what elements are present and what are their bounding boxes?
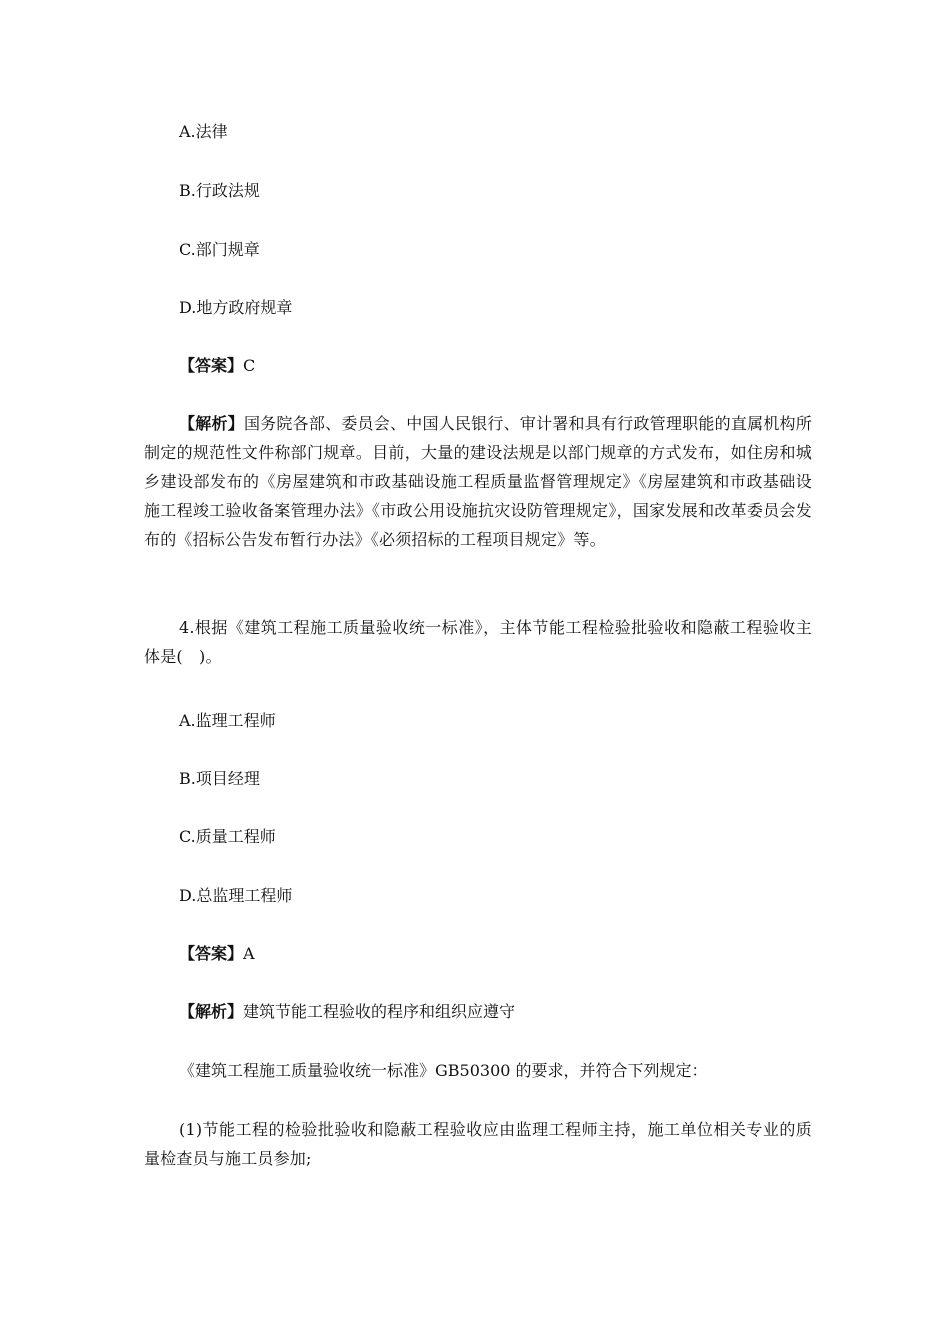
q4-question: 4.根据《建筑工程施工质量验收统一标准》，主体节能工程检验批验收和隐蔽工程验收主体是( )。 — [144, 618, 812, 666]
q3-analysis-text: 国务院各部、委员会、中国人民银行、审计署和具有行政管理职能的直属机构所制定的规范性文件称部门规章。目前，大量的建设法规是以部门规章的方式发布，如住房和城乡建设部发布的《房屋建筑和市政基础设施工程质量监督管理规定》《房屋建筑和市政基础设施工程竣工验收备案管理办法》《市政公用设施抗灾设防管理规定》，国家发展和改革委员会发布的《招标公告发布暂行办法》《必须招标的工程项目规定》等。 — [144, 414, 812, 549]
q3-answer-value: C — [243, 356, 256, 375]
q3-option-c: C.部门规章 — [179, 240, 260, 259]
q3-option-d: D.地方政府规章 — [179, 298, 293, 317]
q4-option-a: A.监理工程师 — [179, 711, 276, 730]
q4-option-b: B.项目经理 — [179, 769, 260, 788]
q3-option-b: B.行政法规 — [179, 181, 260, 200]
q4-answer-label: 【答案】 — [179, 944, 244, 963]
q3-answer-label: 【答案】 — [179, 356, 244, 375]
q4-answer — [179, 944, 255, 964]
q4-answer-value: A — [243, 944, 255, 963]
q3-answer — [179, 356, 255, 376]
q4-option-d: D.总监理工程师 — [179, 886, 293, 905]
q4-option-c: C.质量工程师 — [179, 827, 276, 846]
q4-standard-text: 《建筑工程施工质量验收统一标准》GB50300 的要求，并符合下列规定： — [179, 1061, 708, 1080]
q3-option-a: A.法律 — [179, 122, 228, 141]
q4-analysis — [179, 1002, 515, 1022]
q4-analysis-label: 【解析】 — [179, 1002, 244, 1021]
q3-analysis-label: 【解析】 — [179, 414, 244, 433]
q4-rule-1: (1)节能工程的检验批验收和隐蔽工程验收应由监理工程师主持，施工单位相关专业的质量检查员与施工员参加; — [144, 1120, 812, 1168]
q3-analysis — [144, 409, 812, 554]
q4-analysis-text: 建筑节能工程验收的程序和组织应遵守 — [243, 1002, 516, 1021]
